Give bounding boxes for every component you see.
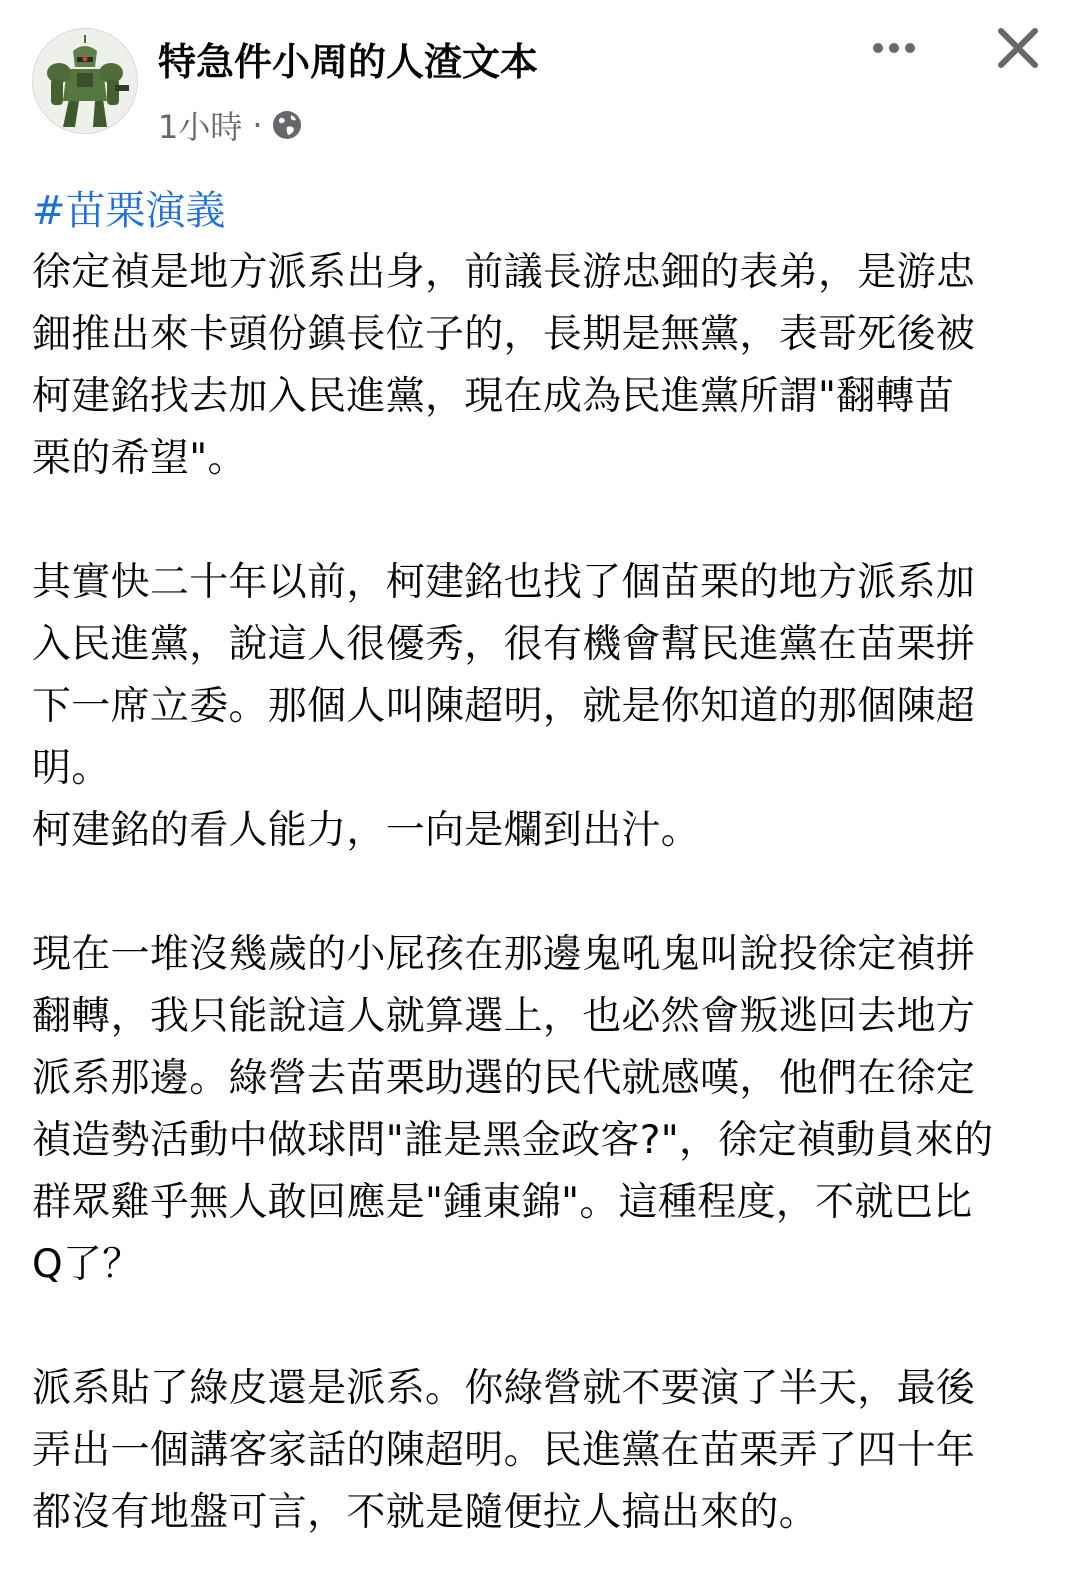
- text-line: 栗的希望"。: [32, 436, 247, 481]
- text-line: 鈿推出來卡頭份鎮長位子的，長期是無黨，表哥死後被: [32, 312, 976, 357]
- paragraph-gap: [32, 1296, 1052, 1358]
- post-meta: [158, 102, 303, 148]
- text-line: 群眾雞乎無人敢回應是"鍾東錦"。這種程度，不就巴比: [32, 1180, 973, 1225]
- text-line: 都沒有地盤可言，不就是隨便拉人搞出來的。: [32, 1490, 819, 1535]
- post-header: [0, 0, 1080, 170]
- text-line: 弄出一個講客家話的陳超明。民進黨在苗栗弄了四十年: [32, 1428, 976, 1473]
- meta-separator: ·: [252, 106, 263, 144]
- author-avatar[interactable]: [32, 28, 138, 134]
- text-line: 派系貼了綠皮還是派系。你綠營就不要演了半天，最後: [32, 1366, 976, 1411]
- text-line: 派系那邊。綠營去苗栗助選的民代就感嘆，他們在徐定: [32, 1056, 976, 1101]
- paragraph-3: [32, 924, 1052, 1296]
- author-name[interactable]: 特急件小周的人渣文本: [158, 40, 539, 84]
- paragraph-4: [32, 1358, 1052, 1544]
- paragraph-gap: [32, 862, 1052, 924]
- close-button[interactable]: [988, 20, 1048, 76]
- text-line: 其實快二十年以前，柯建銘也找了個苗栗的地方派系加: [32, 560, 976, 605]
- text-line: 現在一堆沒幾歲的小屁孩在那邊鬼吼鬼叫說投徐定禎拼: [32, 932, 976, 977]
- post-time[interactable]: 1小時: [158, 108, 243, 146]
- text-line: 徐定禎是地方派系出身，前議長游忠鈿的表弟，是游忠: [32, 250, 976, 295]
- text-line: Q了？: [32, 1242, 142, 1287]
- robot-avatar-icon: [33, 29, 137, 133]
- paragraph-gap: [32, 490, 1052, 552]
- text-line: 柯建銘找去加入民進黨，現在成為民進黨所謂"翻轉苗: [32, 374, 955, 419]
- hashtag-link[interactable]: #苗栗演義: [32, 188, 226, 234]
- close-icon: [996, 26, 1040, 70]
- post-body: [32, 180, 1052, 1544]
- paragraph-1: [32, 242, 1052, 490]
- text-line: 下一席立委。那個人叫陳超明，就是你知道的那個陳超: [32, 684, 976, 729]
- more-horizontal-icon: [872, 42, 916, 54]
- text-line: 柯建銘的看人能力，一向是爛到出汁。: [32, 808, 701, 853]
- text-line: 入民進黨，說這人很優秀，很有機會幫民進黨在苗栗拼: [32, 622, 976, 667]
- more-options-button[interactable]: [862, 22, 926, 74]
- globe-icon: [271, 109, 303, 141]
- paragraph-2: [32, 552, 1052, 862]
- text-line: 禎造勢活動中做球問"誰是黑金政客?"，徐定禎動員來的: [32, 1118, 994, 1163]
- text-line: 明。: [32, 746, 111, 791]
- text-line: 翻轉，我只能說這人就算選上，也必然會叛逃回去地方: [32, 994, 976, 1039]
